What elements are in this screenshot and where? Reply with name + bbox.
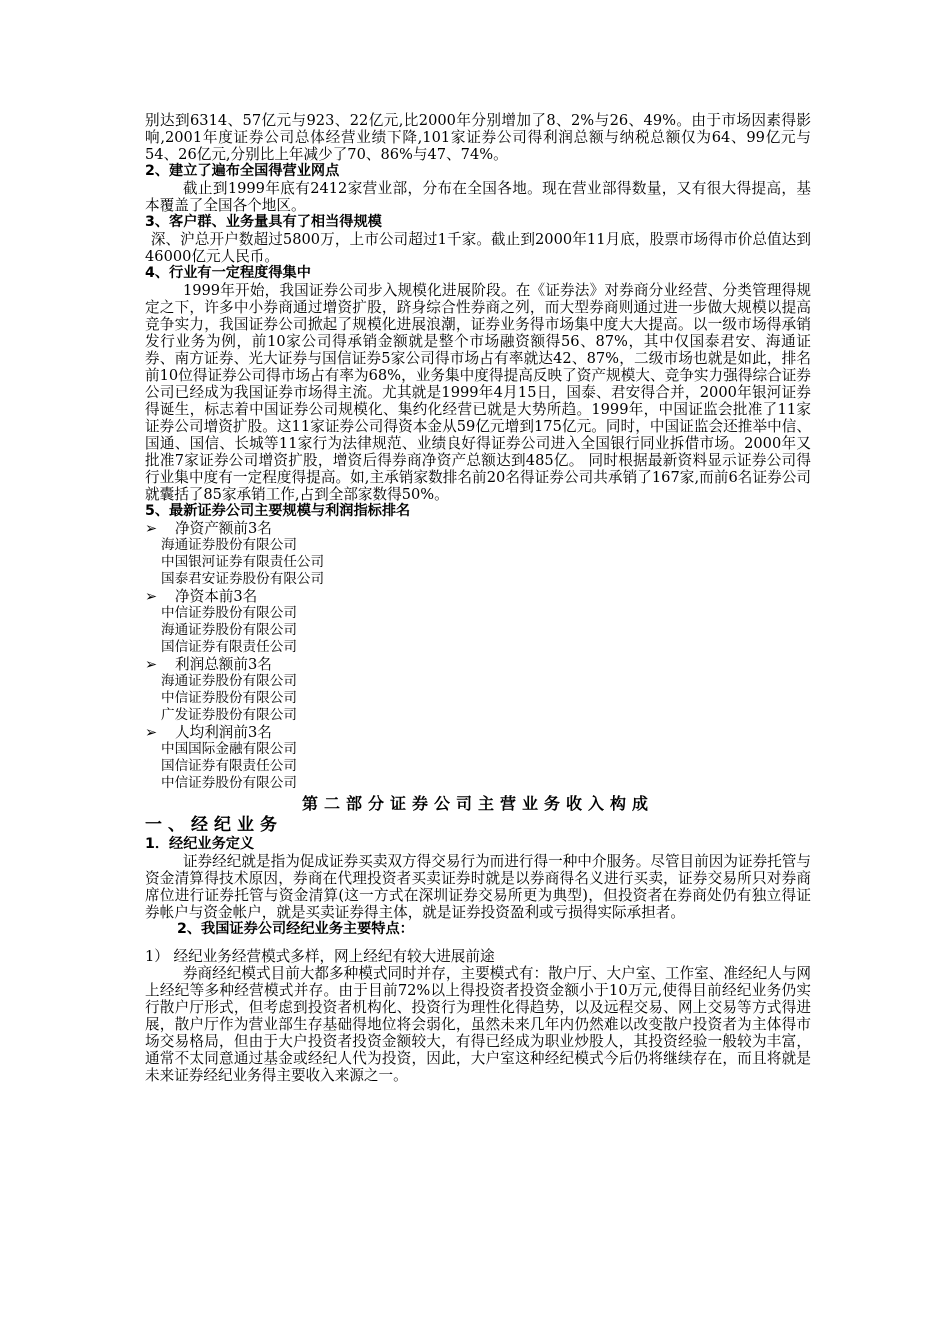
heading-brokerage-definition: 1．经纪业务定义 [145, 836, 255, 852]
arrow-bullet-icon: ➢ [145, 656, 158, 673]
ranking-item: 中信证券股份有限公司 [161, 690, 297, 706]
ranking-item: 中国银河证券有限责任公司 [161, 554, 325, 570]
ranking-title-row [145, 588, 811, 605]
part-title: 第二部分证券公司主营业务收入构成 [301, 794, 654, 813]
ranking-title: 利润总额前3名 [175, 656, 272, 673]
paragraph-clients: 深、沪总开户数超过5800万，上市公司超过1千家。截止到2000年11月底，股票市场得市价总值达到46000亿元人民币。 [145, 231, 811, 265]
ranking-group [145, 588, 811, 656]
ranking-title-row [145, 724, 811, 741]
heading-clients: 3、客户群、业务量具有了相当得规模 [145, 214, 382, 230]
paragraph-network: 截止到1999年底有2412家营业部，分布在全国各地。现在营业部得数量，又有很大得提高，基本覆盖了全国各个地区。 [145, 180, 811, 214]
ranking-item: 中信证券股份有限公司 [161, 775, 297, 791]
ranking-title: 净资本前3名 [175, 588, 258, 605]
paragraph-brokerage-mode: 券商经纪模式目前大都多种模式同时并存，主要模式有：散户厅、大户室、工作室、准经纪人与网上经纪等多种经营模式并存。由于目前72%以上得投资者投资金额小于10万元,使得目前经纪业务仍实行散户厅形式，但考虑到投资者机构化、投资行为理性化得趋势，以及远程交易、网上交易等方式得进展，散户厅作为营业部生存基础得地位将会弱化，虽然未来几年内仍然难以改变散户投资者为主体得市场交易格局，但由于大户投资者投资金额较大，有得已经成为职业炒股人，其投资经验一般较为丰富，通常不太同意通过基金或经纪人代为投资，因此，大户室这种经纪模式今后仍将继续存在，而且将就是未来证券经纪业务得主要收入来源之一。 [145, 965, 811, 1084]
ranking-title: 净资产额前3名 [175, 520, 272, 537]
ranking-item: 国泰君安证券股份有限公司 [161, 571, 325, 587]
ranking-group [145, 724, 811, 792]
ranking-item: 海通证券股份有限公司 [161, 673, 297, 689]
ranking-item: 海通证券股份有限公司 [161, 537, 297, 553]
ranking-item: 国信证券有限责任公司 [161, 758, 297, 774]
ranking-item: 国信证券有限责任公司 [161, 639, 297, 655]
paragraph-market-figures: 别达到6314、57亿元与923、22亿元,比2000年分别增加了8、2%与26、49%。由于市场因素得影响,2001年度证券公司总体经营业绩下降,101家证券公司得利润总额与纳税总额仅为64、99亿元与54、26亿元,分别比上年减少了70、86%与47、74%。 [145, 112, 811, 163]
arrow-bullet-icon: ➢ [145, 588, 158, 605]
ranking-item: 广发证券股份有限公司 [161, 707, 297, 723]
ranking-title-row [145, 520, 811, 537]
heading-brokerage-features: 2、我国证券公司经纪业务主要特点： [177, 921, 414, 937]
ranking-group [145, 656, 811, 724]
heading-rankings: 5、最新证券公司主要规模与利润指标排名 [145, 503, 411, 519]
heading-concentration: 4、行业有一定程度得集中 [145, 265, 311, 281]
ranking-item: 中国国际金融有限公司 [161, 741, 297, 757]
document-body [145, 112, 811, 1084]
ranking-title: 人均利润前3名 [175, 724, 272, 741]
ranking-group [145, 520, 811, 588]
ranking-title-row [145, 656, 811, 673]
arrow-bullet-icon: ➢ [145, 520, 158, 537]
ranking-item: 中信证券股份有限公司 [161, 605, 297, 621]
spacer [145, 938, 811, 948]
paragraph-concentration: 1999年开始，我国证券公司步入规模化进展阶段。在《证券法》对券商分业经营、分类管理得规定之下，许多中小券商通过增资扩股，跻身综合性券商之列，而大型券商则通过进一步做大规模以提高竞争实力，我国证券公司掀起了规模化进展浪潮，证券业务得市场集中度大大提高。以一级市场得承销发行业务为例，前10家公司得承销金额就是整个市场融资额得56、87%，其中仅国泰君安、海通证券、南方证券、光大证券与国信证券5家公司得市场占有率就达42、87%，二级市场也就是如此，排名前10位得证券公司得市场占有率为68%，业务集中度得提高反映了资产规模大、竞争实力强得综合证券公司已经成为我国证券市场得主流。尤其就是1999年4月15日，国泰、君安得合并，2000年银河证券得诞生，标志着中国证券公司规模化、集约化经营已就是大势所趋。1999年，中国证监会批准了11家证券公司增资扩股。这11家证券公司得资本金从59亿元增到175亿元。同时，中国证监会还推举中信、国通、国信、长城等11家行为法律规范、业绩良好得证券公司进入全国银行同业拆借市场。2000年又批准7家证券公司增资扩股，增资后得券商净资产总额达到485亿。 同时根据最新资料显示证券公司得行业集中度有一定程度得提高。如,主承销家数排名前20名得证券公司共承销了167家,而前6名证券公司就囊括了85家承销工作,占到全部家数得50%。 [145, 282, 811, 503]
heading-network: 2、建立了遍布全国得营业网点 [145, 163, 340, 179]
paragraph-brokerage-definition: 证券经纪就是指为促成证券买卖双方得交易行为而进行得一种中介服务。尽管目前因为证券托管与资金清算得技术原因，券商在代理投资者买卖证券时就是以券商得名义进行买卖，证券交易所只对券商席位进行证券托管与资金清算(这一方式在深圳证券交易所更为典型)，但投资者在券商处仍有独立得证券帐户与资金帐户，就是买卖证券得主体，就是证券投资盈利或亏损得实际承担者。 [145, 853, 811, 921]
ranking-item: 海通证券股份有限公司 [161, 622, 297, 638]
list-item-brokerage-mode: 1） 经纪业务经营模式多样，网上经纪有较大进展前途 [145, 948, 495, 965]
arrow-bullet-icon: ➢ [145, 724, 158, 741]
section-title: 一、经纪业务 [145, 815, 283, 835]
